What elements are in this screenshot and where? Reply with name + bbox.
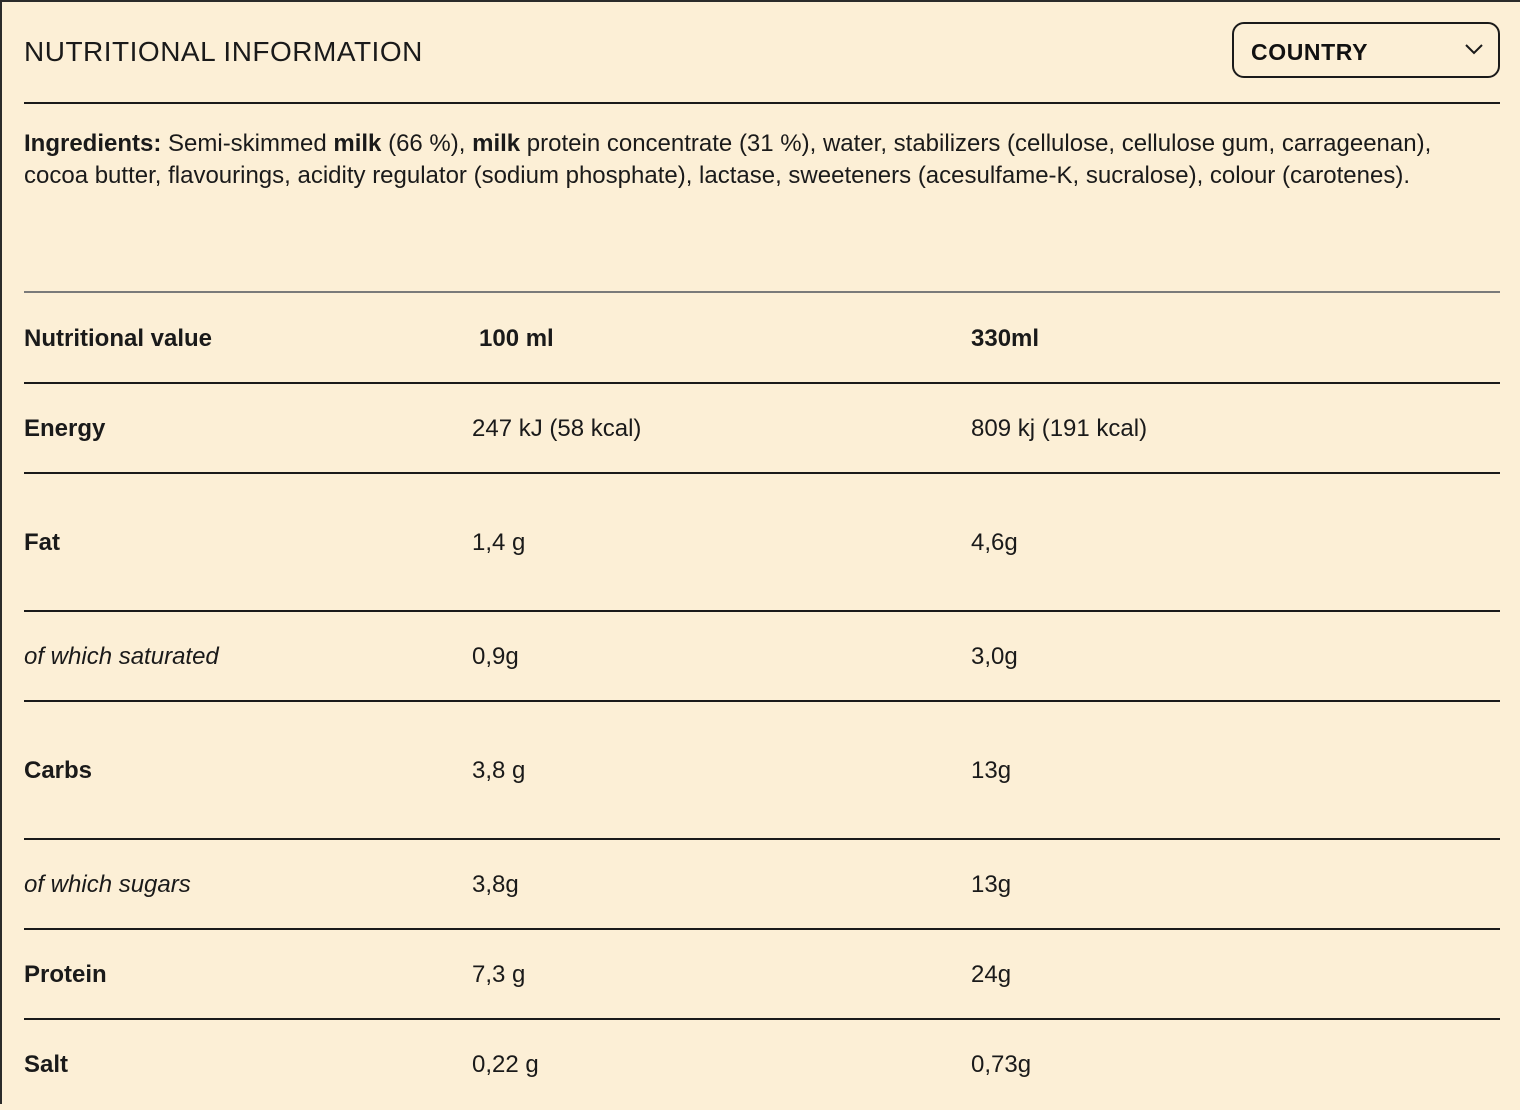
row-label: Carbs (24, 757, 93, 784)
table-row-carbs (24, 702, 1500, 840)
table-row-fat (24, 474, 1500, 612)
page-title: NUTRITIONAL INFORMATION (24, 36, 423, 67)
row-value-100ml: 1,4 g (472, 529, 526, 556)
ingredients-part: protein concentrate (31 %), water, stabilizers (cellulose, cellulose gum, carrageenan), cocoa butter, flavourings, acidity regulator (sodium phosphate), lactase, sweeteners (acesulfame-K, sucralose), colour (carotenes). (24, 130, 1432, 189)
table-row-salt (24, 1020, 1500, 1110)
table-row-sugars (24, 840, 1500, 930)
country-dropdown[interactable] (1232, 22, 1500, 78)
table-row-energy (24, 384, 1500, 474)
row-value-100ml: 3,8g (472, 871, 519, 898)
row-value-330ml: 13g (971, 757, 1012, 784)
row-value-330ml: 3,0g (971, 643, 1018, 670)
row-value-100ml: 7,3 g (472, 961, 526, 988)
row-value-100ml: 247 kJ (58 kcal) (472, 415, 642, 442)
chevron-down-icon (1464, 42, 1484, 56)
row-value-100ml: 3,8 g (472, 757, 526, 784)
ingredients-allergen: milk (472, 130, 521, 157)
row-label: Protein (24, 961, 107, 988)
row-value-330ml: 0,73g (971, 1051, 1032, 1078)
row-label: Fat (24, 529, 60, 556)
ingredients-text (24, 128, 1464, 192)
row-value-100ml: 0,9g (472, 643, 519, 670)
header-cell-330ml: 330ml (971, 325, 1040, 352)
nutrition-panel (24, 2, 1500, 1078)
row-label: Energy (24, 415, 106, 442)
country-dropdown-label: COUNTRY (1251, 39, 1369, 65)
ingredients-part: Semi-skimmed (161, 130, 334, 157)
row-value-330ml: 4,6g (971, 529, 1018, 556)
row-value-100ml: 0,22 g (472, 1051, 539, 1078)
header-cell-nutritional-value: Nutritional value (24, 325, 213, 352)
table-header-row (24, 293, 1500, 384)
row-value-330ml: 809 kj (191 kcal) (971, 415, 1148, 442)
row-label: of which saturated (24, 643, 219, 670)
row-label: of which sugars (24, 871, 191, 898)
header-cell-100ml: 100 ml (479, 325, 554, 352)
table-row-protein (24, 930, 1500, 1020)
nutrition-table (24, 291, 1500, 1110)
ingredients-part: (66 %), (381, 130, 473, 157)
ingredients-allergen: milk (333, 130, 382, 157)
nutrition-header (24, 2, 1500, 104)
row-label: Salt (24, 1051, 69, 1078)
row-value-330ml: 13g (971, 871, 1012, 898)
row-value-330ml: 24g (971, 961, 1012, 988)
ingredients-label: Ingredients: (24, 130, 162, 157)
table-row-saturated (24, 612, 1500, 702)
